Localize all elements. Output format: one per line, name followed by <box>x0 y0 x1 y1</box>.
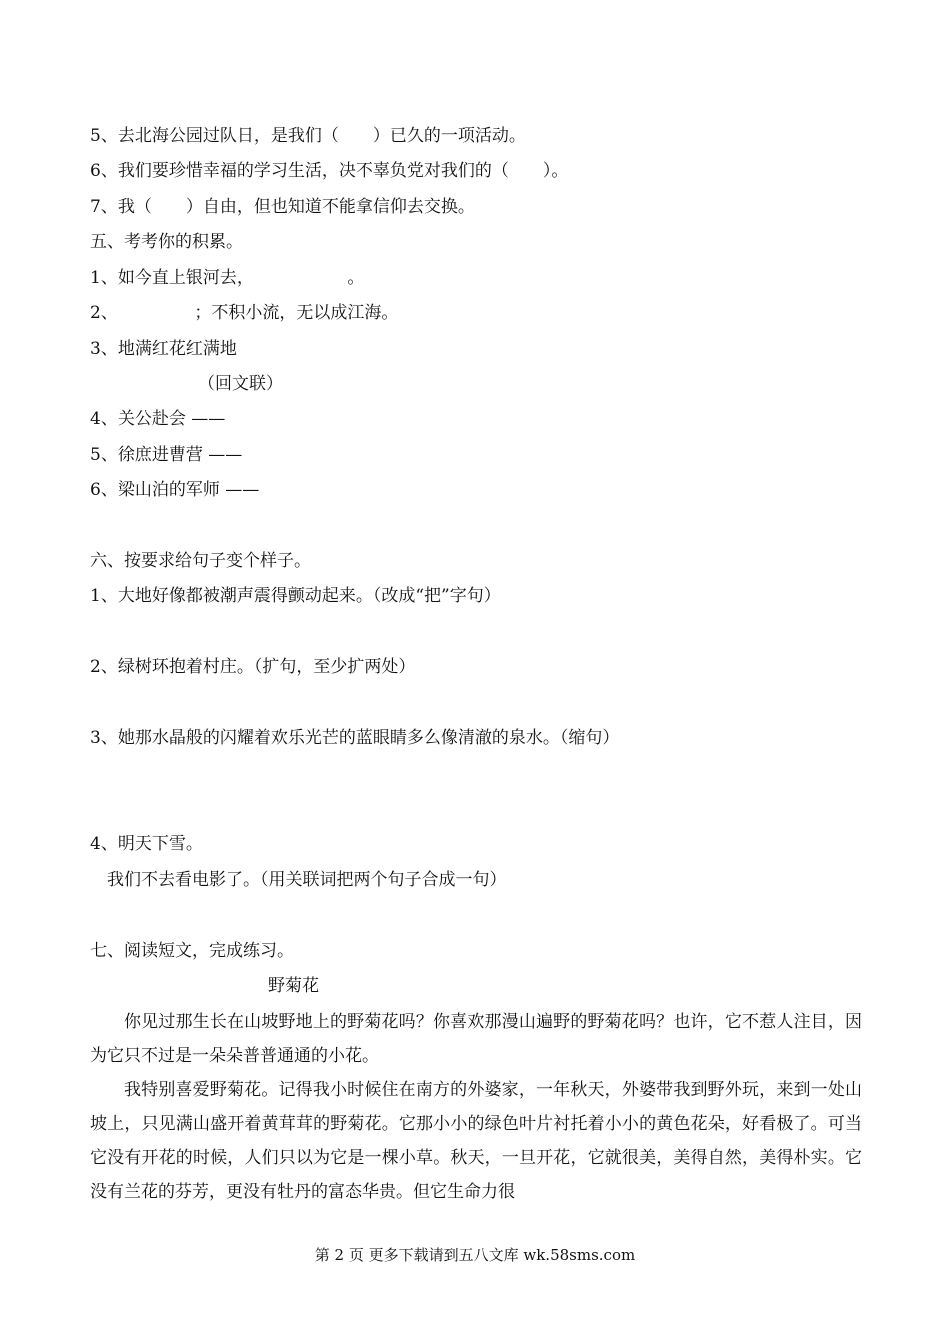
passage-body <box>90 1005 862 1209</box>
accumulation-item-5: 5、徐庶进曹营 —— <box>90 445 243 465</box>
passage-title: 野菊花 <box>268 976 319 996</box>
sentence-item-1: 1、大地好像都被潮声震得颤动起来。（改成“把”字句） <box>90 586 501 606</box>
sentence-item-3: 3、她那水晶般的闪耀着欢乐光芒的蓝眼睛多么像清澈的泉水。（缩句） <box>90 728 620 748</box>
sentence-item-4-continued: 我们不去看电影了。（用关联词把两个句子合成一句） <box>107 870 507 890</box>
accumulation-item-3: 3、地满红花红满地 <box>90 339 237 359</box>
palindrome-couplet-note: （回文联） <box>198 374 283 394</box>
fill-blank-item-6: 6、我们要珍惜幸福的学习生活，决不辜负党对我们的（ ）。 <box>90 161 569 181</box>
accumulation-item-6: 6、梁山泊的军师 —— <box>90 480 260 500</box>
section-5-heading: 五、考考你的积累。 <box>90 232 243 252</box>
sentence-item-2: 2、绿树环抱着村庄。（扩句，至少扩两处） <box>90 657 416 677</box>
accumulation-item-1: 1、如今直上银河去， 。 <box>90 268 365 288</box>
section-7-heading: 七、阅读短文，完成练习。 <box>90 941 294 961</box>
sentence-item-4: 4、明天下雪。 <box>90 834 203 854</box>
page-footer: 第 2 页 更多下载请到五八文库 wk.58sms.com <box>314 1246 636 1264</box>
section-6-heading: 六、按要求给句子变个样子。 <box>90 551 311 571</box>
fill-blank-item-5: 5、去北海公园过队日，是我们（ ）已久的一项活动。 <box>90 126 526 146</box>
passage-paragraph: 我特别喜爱野菊花。记得我小时候住在南方的外婆家，一年秋天，外婆带我到野外玩，来到一处山坡上，只见满山盛开着黄茸茸的野菊花。它那小小的绿色叶片衬托着小小的黄色花朵，好看极了。可当它没有开花的时候，人们只以为它是一棵小草。秋天，一旦开花，它就很美，美得自然，美得朴实。它没有兰花的芬芳，更没有牡丹的富态华贵。但它生命力很 <box>90 1080 862 1202</box>
fill-blank-item-7: 7、我（ ）自由，但也知道不能拿信仰去交换。 <box>90 197 475 217</box>
passage-paragraph: 你见过那生长在山坡野地上的野菊花吗？你喜欢那漫山遍野的野菊花吗？也许，它不惹人注目，因为它只不过是一朵朵普普通通的小花。 <box>90 1012 862 1066</box>
accumulation-item-2: 2、 ；不积小流，无以成江海。 <box>90 303 399 323</box>
accumulation-item-4: 4、关公赴会 —— <box>90 409 226 429</box>
